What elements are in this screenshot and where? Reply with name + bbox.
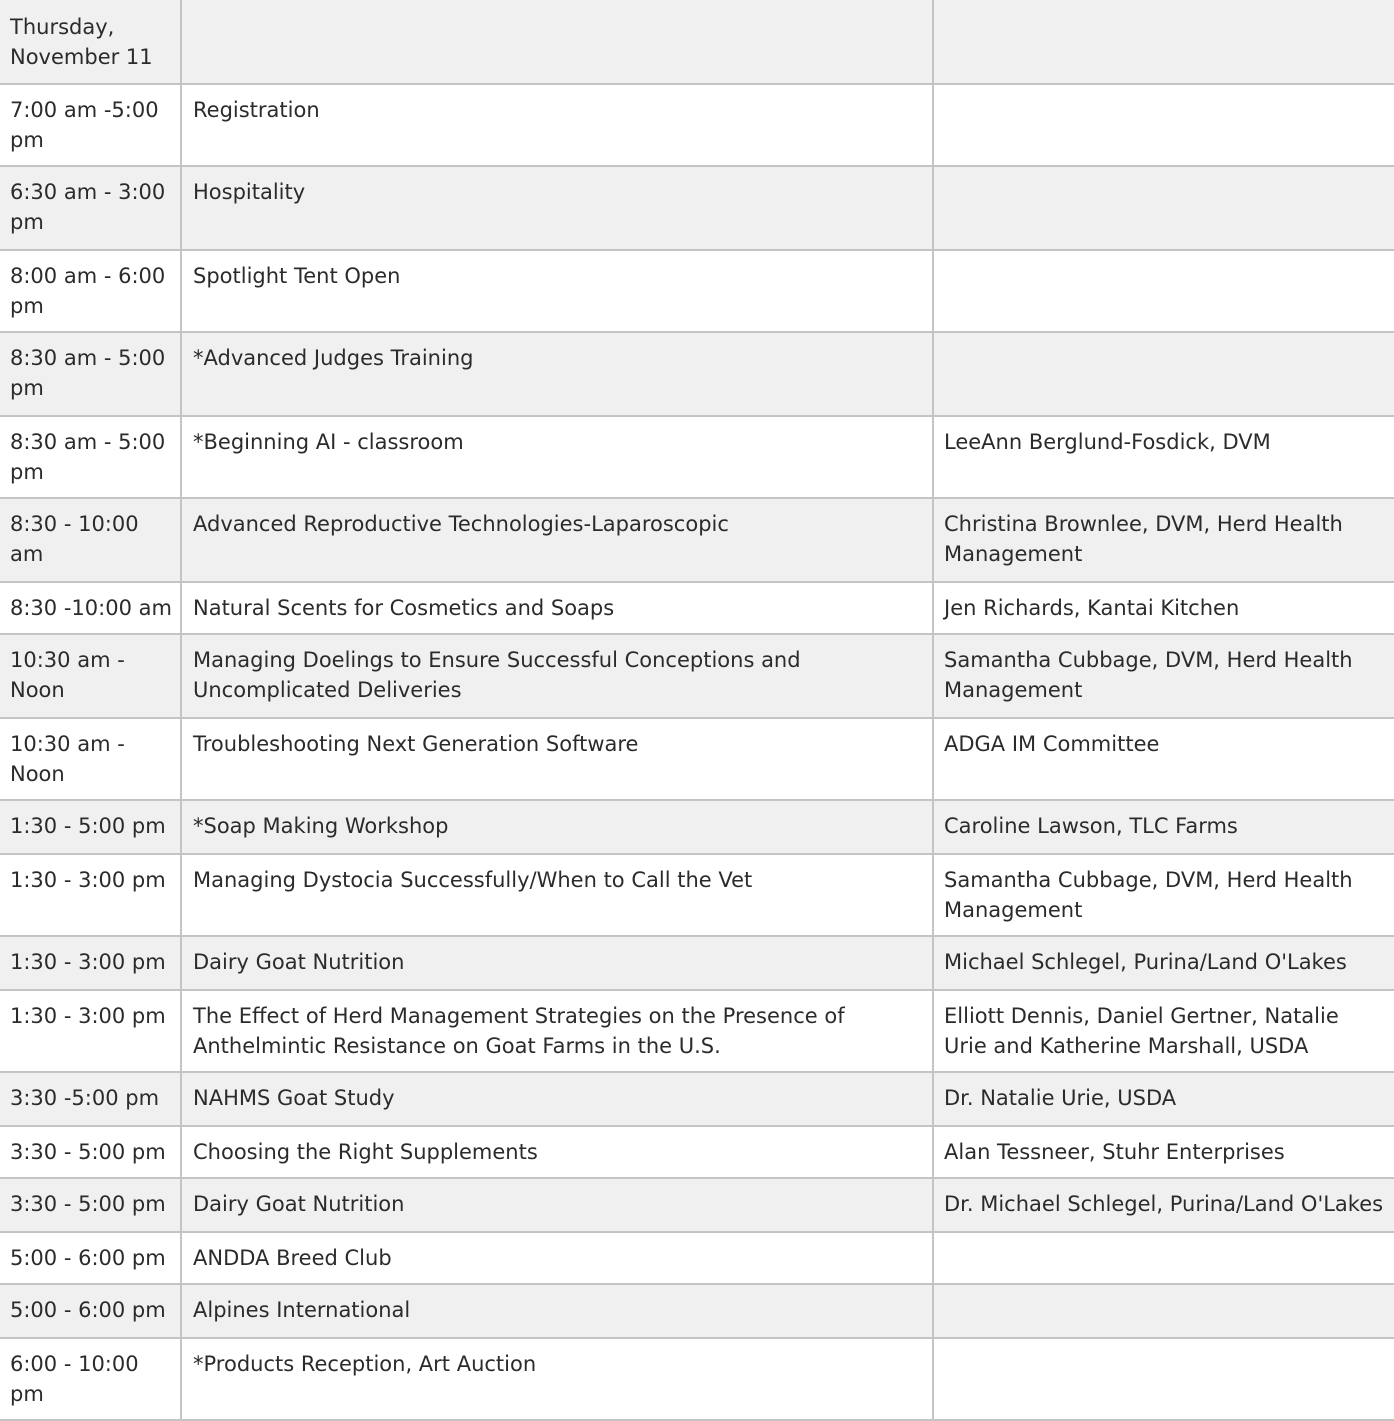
- event-cell: *Soap Making Workshop: [181, 800, 933, 854]
- speaker-cell: [933, 1284, 1394, 1338]
- day-header-speaker-cell: [933, 0, 1394, 84]
- table-row: [0, 1284, 1394, 1338]
- speaker-cell: [933, 332, 1394, 416]
- table-row: [0, 1178, 1394, 1232]
- event-cell: NAHMS Goat Study: [181, 1072, 933, 1126]
- table-row: [0, 634, 1394, 718]
- table-row: [0, 250, 1394, 332]
- table-row: [0, 1072, 1394, 1126]
- time-cell: 5:00 - 6:00 pm: [0, 1284, 181, 1338]
- speaker-cell: Elliott Dennis, Daniel Gertner, Natalie Urie and Katherine Marshall, USDA: [933, 990, 1394, 1072]
- event-cell: Dairy Goat Nutrition: [181, 1178, 933, 1232]
- speaker-cell: [933, 250, 1394, 332]
- day-label: Thursday, November 11: [0, 0, 181, 84]
- speaker-cell: Dr. Michael Schlegel, Purina/Land O'Lakes: [933, 1178, 1394, 1232]
- speaker-cell: [933, 166, 1394, 250]
- speaker-cell: Samantha Cubbage, DVM, Herd Health Management: [933, 634, 1394, 718]
- speaker-cell: Alan Tessneer, Stuhr Enterprises: [933, 1126, 1394, 1178]
- time-cell: 3:30 - 5:00 pm: [0, 1126, 181, 1178]
- event-cell: Advanced Reproductive Technologies-Laparoscopic: [181, 498, 933, 582]
- day-header-event-cell: [181, 0, 933, 84]
- speaker-cell: LeeAnn Berglund-Fosdick, DVM: [933, 416, 1394, 498]
- speaker-cell: [933, 1338, 1394, 1420]
- speaker-cell: Christina Brownlee, DVM, Herd Health Management: [933, 498, 1394, 582]
- event-cell: ANDDA Breed Club: [181, 1232, 933, 1284]
- speaker-cell: Caroline Lawson, TLC Farms: [933, 800, 1394, 854]
- time-cell: 8:30 - 10:00 am: [0, 498, 181, 582]
- time-cell: 6:00 - 10:00 pm: [0, 1338, 181, 1420]
- event-cell: The Effect of Herd Management Strategies on the Presence of Anthelmintic Resistance on Goat Farms in the U.S.: [181, 990, 933, 1072]
- table-row: [0, 854, 1394, 936]
- speaker-cell: [933, 1232, 1394, 1284]
- table-row: [0, 416, 1394, 498]
- time-cell: 1:30 - 3:00 pm: [0, 990, 181, 1072]
- table-row: [0, 718, 1394, 800]
- table-row: [0, 800, 1394, 854]
- table-row: [0, 990, 1394, 1072]
- event-cell: Dairy Goat Nutrition: [181, 936, 933, 990]
- table-row: [0, 498, 1394, 582]
- table-row: [0, 166, 1394, 250]
- table-row: [0, 1126, 1394, 1178]
- time-cell: 1:30 - 3:00 pm: [0, 854, 181, 936]
- table-row: [0, 936, 1394, 990]
- speaker-cell: [933, 84, 1394, 166]
- time-cell: 5:00 - 6:00 pm: [0, 1232, 181, 1284]
- event-cell: Registration: [181, 84, 933, 166]
- event-cell: Managing Doelings to Ensure Successful Conceptions and Uncomplicated Deliveries: [181, 634, 933, 718]
- time-cell: 3:30 - 5:00 pm: [0, 1178, 181, 1232]
- event-cell: *Advanced Judges Training: [181, 332, 933, 416]
- time-cell: 7:00 am -5:00 pm: [0, 84, 181, 166]
- time-cell: 1:30 - 3:00 pm: [0, 936, 181, 990]
- time-cell: 1:30 - 5:00 pm: [0, 800, 181, 854]
- table-row: [0, 1232, 1394, 1284]
- time-cell: 8:00 am - 6:00 pm: [0, 250, 181, 332]
- time-cell: 3:30 -5:00 pm: [0, 1072, 181, 1126]
- table-row: [0, 1338, 1394, 1420]
- speaker-cell: ADGA IM Committee: [933, 718, 1394, 800]
- event-cell: Alpines International: [181, 1284, 933, 1338]
- time-cell: 10:30 am - Noon: [0, 634, 181, 718]
- event-cell: *Beginning AI - classroom: [181, 416, 933, 498]
- event-cell: Managing Dystocia Successfully/When to Call the Vet: [181, 854, 933, 936]
- event-cell: Natural Scents for Cosmetics and Soaps: [181, 582, 933, 634]
- event-cell: Troubleshooting Next Generation Software: [181, 718, 933, 800]
- time-cell: 10:30 am - Noon: [0, 718, 181, 800]
- time-cell: 6:30 am - 3:00 pm: [0, 166, 181, 250]
- event-cell: Spotlight Tent Open: [181, 250, 933, 332]
- time-cell: 8:30 am - 5:00 pm: [0, 416, 181, 498]
- time-cell: 8:30 -10:00 am: [0, 582, 181, 634]
- table-row: [0, 84, 1394, 166]
- speaker-cell: Samantha Cubbage, DVM, Herd Health Management: [933, 854, 1394, 936]
- day-header-row: [0, 0, 1394, 84]
- time-cell: 8:30 am - 5:00 pm: [0, 332, 181, 416]
- event-cell: *Products Reception, Art Auction: [181, 1338, 933, 1420]
- table-row: [0, 332, 1394, 416]
- event-cell: Choosing the Right Supplements: [181, 1126, 933, 1178]
- speaker-cell: Jen Richards, Kantai Kitchen: [933, 582, 1394, 634]
- event-cell: Hospitality: [181, 166, 933, 250]
- table-row: [0, 582, 1394, 634]
- speaker-cell: Michael Schlegel, Purina/Land O'Lakes: [933, 936, 1394, 990]
- speaker-cell: Dr. Natalie Urie, USDA: [933, 1072, 1394, 1126]
